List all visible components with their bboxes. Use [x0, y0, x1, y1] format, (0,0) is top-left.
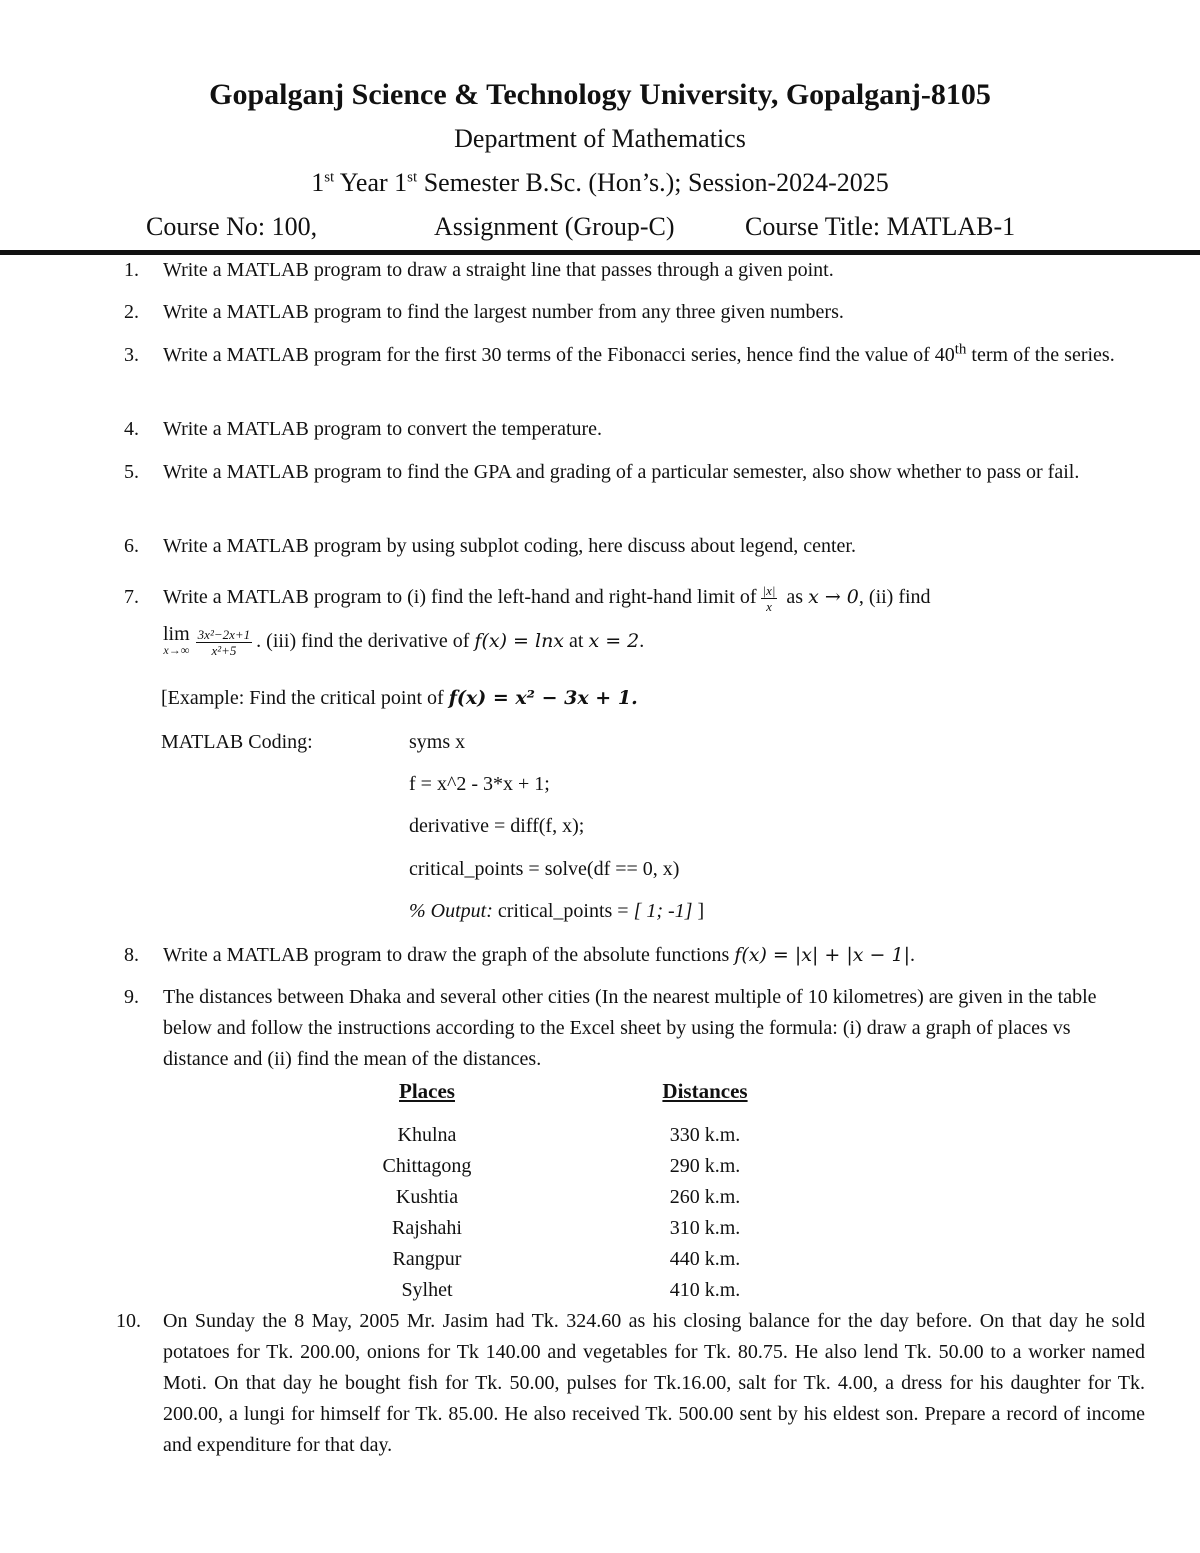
year-semester-line — [0, 166, 1200, 200]
question-text: Write a MATLAB program to draw a straight line that passes through a given point. — [163, 259, 834, 281]
year-number: 1 — [311, 168, 325, 197]
question-text: Write a MATLAB program to convert the temperature. — [163, 418, 603, 440]
document-header — [0, 76, 1200, 200]
university-name: Gopalganj Science & Technology University, Gopalganj-8105 — [209, 78, 991, 111]
question-number: 1. — [124, 259, 139, 281]
table-cell-distance: 260 k.m. — [669, 1186, 741, 1208]
question-number: 10. — [116, 1310, 141, 1332]
question-number: 6. — [124, 535, 139, 557]
table-cell-distance: 440 k.m. — [669, 1248, 741, 1270]
assignment-title: Assignment (Group-C) — [434, 212, 675, 241]
table-cell-place: Rajshahi — [392, 1217, 462, 1239]
table-cell-distance: 330 k.m. — [669, 1124, 741, 1146]
example-line: [Example: Find the critical point of f(x) = x² − 3x + 1. — [161, 687, 638, 709]
course-info-line — [0, 212, 1200, 246]
table-cell-place: Khulna — [397, 1124, 457, 1146]
question-number: 2. — [124, 301, 139, 323]
table-header-distances: Distances — [662, 1079, 748, 1103]
table-cell-place: Rangpur — [392, 1248, 462, 1270]
fraction-abs-x-over-x: $\frac{|x|}{x}$ — [762, 582, 776, 614]
table-cell-place: Sylhet — [401, 1279, 453, 1301]
code-line-4: critical_points = solve(df == 0, x) — [409, 858, 680, 880]
matlab-coding-label: MATLAB Coding: — [161, 731, 313, 753]
question-number: 5. — [124, 461, 139, 483]
year-suffix: st — [324, 169, 335, 186]
semester-number: Year 1 — [334, 168, 408, 197]
ordinal-suffix: th — [954, 341, 967, 358]
question-number: 7. — [124, 586, 139, 608]
question-text: Write a MATLAB program to (i) find the left-hand and right-hand limit of $\frac{|x|}{x}$ as x → 0, (ii) find — [163, 582, 931, 614]
question-7-limit-line: lim x→∞ $\frac{\text{3x²−2x+1}}{\text{x²+5}}$ . (iii) find the derivative of f(x) = lnx at x = 2. — [163, 623, 645, 658]
question-text: Write a MATLAB program to find the GPA and grading of a particular semester, also show whether to pass or fail. — [163, 461, 1080, 483]
code-line-2: f = x^2 - 3*x + 1; — [409, 773, 550, 795]
fraction-rational: $\frac{\text{3x²−2x+1}}{\text{x²+5}}$ — [197, 626, 251, 658]
limit-operator: lim x→∞ — [163, 623, 190, 658]
question-number: 3. — [124, 344, 139, 366]
table-cell-place: Chittagong — [382, 1155, 472, 1177]
question-number: 8. — [124, 944, 139, 966]
question-text: Write a MATLAB program by using subplot coding, here discuss about legend, center. — [163, 535, 856, 557]
table-cell-place: Kushtia — [395, 1186, 459, 1208]
question-number: 9. — [124, 986, 139, 1008]
question-number: 4. — [124, 418, 139, 440]
question-text: Write a MATLAB program to find the largest number from any three given numbers. — [163, 301, 844, 323]
table-cell-distance: 290 k.m. — [669, 1155, 741, 1177]
department-name: Department of Mathematics — [454, 124, 746, 153]
code-line-3: derivative = diff(f, x); — [409, 815, 585, 837]
course-number: Course No: 100, — [146, 212, 318, 241]
question-text: On Sunday the 8 May, 2005 Mr. Jasim had Tk. 324.60 as his closing balance for the day before. On that day he sold potatoes for Tk. 200.00, onions for Tk 140.00 and vegetables for Tk. 80.75. He also lend Tk. 50.00 to a worker named Moti. On that day he bought fish for Tk. 50.00, pulses for Tk.16.00, salt for Tk. 4.00, a dress for his daughter for Tk. 200.00, a lungi for himself for Tk. 85.00. He also received Tk. 500.00 sent by his eldest son. Prepare a record of income and expenditure for that day. — [163, 1310, 1145, 1456]
course-title: Course Title: MATLAB-1 — [745, 212, 1016, 241]
table-cell-distance: 410 k.m. — [669, 1279, 741, 1301]
question-text: The distances between Dhaka and several other cities (In the nearest multiple of 10 kilometres) are given in the table below and follow the instructions according to the Excel sheet by using the formula: (i) draw a graph of places vs distance and (ii) find the mean of the distances. — [163, 986, 1097, 1070]
table-header-places: Places — [399, 1079, 455, 1103]
question-text: Write a MATLAB program for the first 30 terms of the Fibonacci series, hence find the value of 40th term of the series. — [163, 341, 1115, 366]
code-line-5: % Output: critical_points = [ 1; -1] ] — [409, 900, 705, 922]
question-text: Write a MATLAB program to draw the graph of the absolute functions f(x) = |x| + |x − 1|. — [163, 944, 915, 966]
table-cell-distance: 310 k.m. — [669, 1217, 741, 1239]
semester-suffix: st — [407, 169, 418, 186]
session-text: Semester B.Sc. (Hon’s.); Session-2024-2025 — [417, 168, 889, 197]
code-line-1: syms x — [409, 731, 466, 753]
